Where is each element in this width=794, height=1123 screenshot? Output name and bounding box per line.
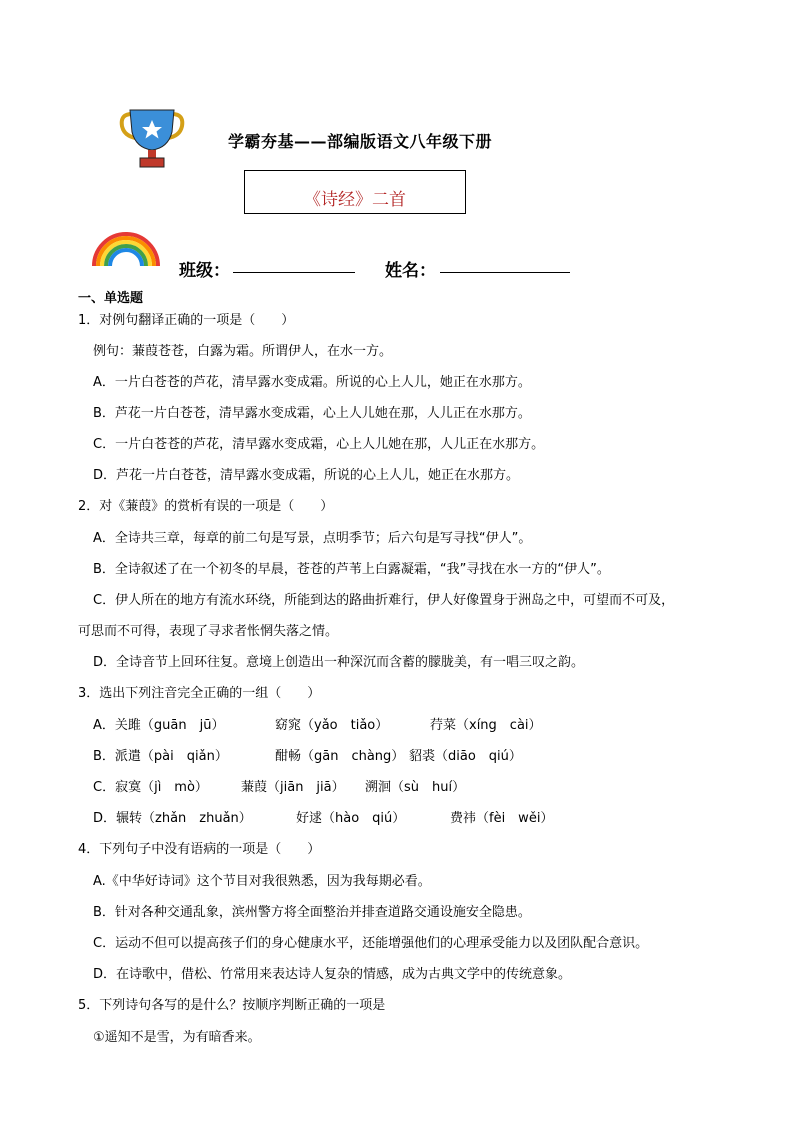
question-2-option-b[interactable]: B．全诗叙述了在一个初冬的早晨，苍苍的芦苇上白露凝霜，“我”寻找在水一方的“伊人”。	[93, 562, 610, 577]
question-1-stem: 1．对例句翻译正确的一项是（ ）	[78, 313, 295, 328]
question-4-option-b[interactable]: B．针对各种交通乱象，滨州警方将全面整治并排查道路交通设施安全隐患。	[93, 905, 531, 920]
question-3-option-d-word-3: 费祎（fèi wěi）	[450, 811, 554, 826]
question-3-option-a-word-2: 窈窕（yǎo tiǎo）	[275, 718, 389, 733]
question-1-option-a[interactable]: A．一片白苍苍的芦花，清早露水变成霜。所说的心上人儿，她正在水那方。	[93, 375, 531, 390]
name-label: 姓名：	[385, 261, 436, 281]
question-3-stem: 3．选出下列注音完全正确的一组（ ）	[78, 686, 321, 701]
question-2-option-a[interactable]: A．全诗共三章，每章的前二句是写景，点明季节；后六句是写寻找“伊人”。	[93, 531, 532, 546]
question-2-option-c[interactable]: C．伊人所在的地方有流水环绕，所能到达的路曲折难行，伊人好像置身于洲岛之中，可望而不可及，	[93, 593, 675, 608]
section-title: 一、单选题	[78, 291, 144, 306]
question-3-option-b-word-2: 酣畅（gān chàng）	[275, 749, 405, 764]
lesson-title: 《诗经》二首	[304, 190, 406, 210]
workbook-title: 学霸夯基——部编版语文八年级下册	[228, 132, 493, 151]
question-1-example: 例句：蒹葭苍苍，白露为霜。所谓伊人，在水一方。	[93, 344, 393, 359]
question-1-option-c[interactable]: C．一片白苍苍的芦花，清早露水变成霜，心上人儿她在那，人儿正在水那方。	[93, 437, 545, 452]
rainbow-icon	[90, 228, 162, 268]
question-4-option-a[interactable]: A.《中华好诗词》这个节目对我很熟悉，因为我每期必看。	[93, 874, 431, 889]
question-1-option-d[interactable]: D．芦花一片白苍苍，清早露水变成霜，所说的心上人儿，她正在水那方。	[93, 468, 520, 483]
question-2-option-d[interactable]: D．全诗音节上回环往复。意境上创造出一种深沉而含蓄的朦胧美，有一唱三叹之韵。	[93, 655, 585, 670]
name-field[interactable]	[440, 272, 570, 273]
question-2-stem: 2．对《蒹葭》的赏析有误的一项是（ ）	[78, 499, 334, 514]
question-3-option-b-word-3: 貂裘（diāo qiú）	[409, 749, 522, 764]
question-3-option-d-word-2: 好逑（hào qiú）	[296, 811, 406, 826]
question-5-stem: 5．下列诗句各写的是什么？按顺序判断正确的一项是	[78, 998, 386, 1013]
question-3-option-b[interactable]: B．派遣（pài qiǎn）	[93, 749, 228, 764]
question-3-option-c-word-2: 蒹葭（jiān jiā）	[241, 780, 345, 795]
question-2-option-c-cont: 可思而不可得，表现了寻求者怅惘失落之情。	[78, 624, 339, 639]
question-5-item-1: ①遥知不是雪，为有暗香来。	[93, 1030, 261, 1045]
question-4-option-d[interactable]: D．在诗歌中，借松、竹常用来表达诗人复杂的情感，成为古典文学中的传统意象。	[93, 967, 572, 982]
question-1-option-b[interactable]: B．芦花一片白苍苍，清早露水变成霜，心上人儿她在那，人儿正在水那方。	[93, 406, 531, 421]
lesson-title-box	[244, 170, 466, 214]
question-4-option-c[interactable]: C．运动不但可以提高孩子们的身心健康水平，还能增强他们的心理承受能力以及团队配合意识。	[93, 936, 649, 951]
class-field[interactable]	[233, 272, 355, 273]
question-3-option-d[interactable]: D．辗转（zhǎn zhuǎn）	[93, 811, 252, 826]
question-3-option-c[interactable]: C．寂寞（jì mò）	[93, 780, 208, 795]
question-3-option-a[interactable]: A．关雎（guān jū）	[93, 718, 225, 733]
trophy-icon	[118, 108, 186, 170]
question-3-option-c-word-3: 溯洄（sù huí）	[365, 780, 466, 795]
question-3-option-a-word-3: 荇菜（xíng cài）	[430, 718, 542, 733]
question-4-stem: 4．下列句子中没有语病的一项是（ ）	[78, 842, 321, 857]
class-label: 班级：	[179, 261, 230, 281]
